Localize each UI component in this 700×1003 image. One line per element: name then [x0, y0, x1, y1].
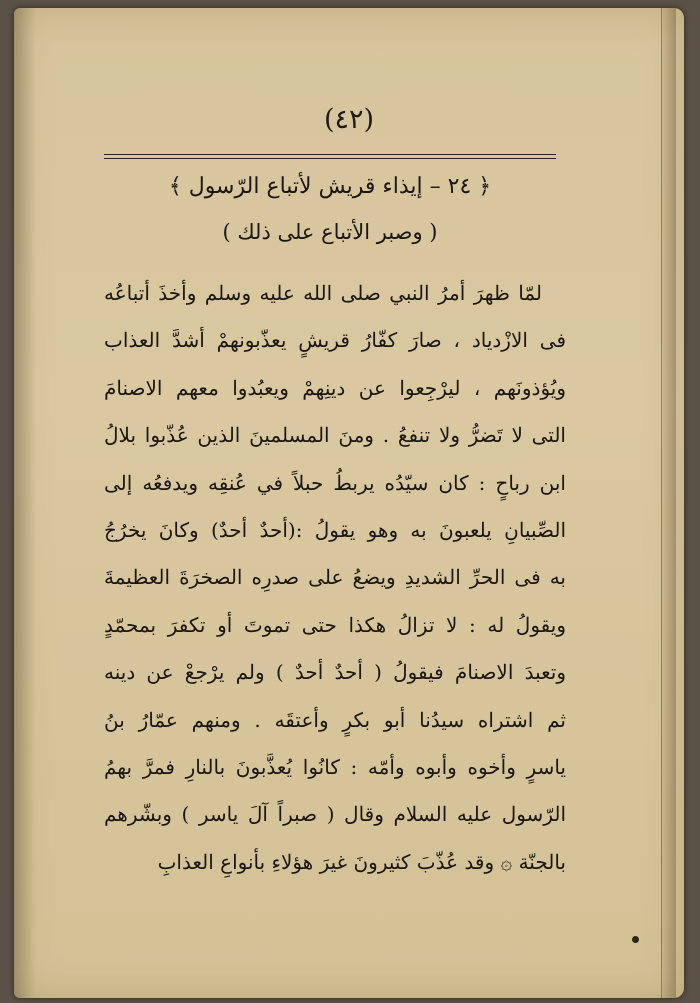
text-line: ياسرٍ وأخوه وأبوه وأمّه : كانُوا يُعذَّبونَ بالنارِ فمرَّ بهمُ: [104, 754, 566, 779]
page-edge: [661, 8, 676, 998]
text-line: ابن رباحٍ : كان سيّدُه يربطُ حبلاً في عُنقِه ويدفعُه إلى: [104, 470, 566, 495]
page-number: (٤٢): [323, 104, 375, 135]
page-fold-shadow: [14, 8, 36, 998]
text-line: الصِّبيانِ يلعبونَ به وهو يقولُ :(أحدٌ أحدٌ) وكانَ يخرُجُ: [104, 517, 566, 542]
body-text: [104, 270, 566, 886]
header-rule-bottom: [104, 158, 556, 159]
text-line: فى الازْدياد ، صارَ كفّارُ قريشٍ يعذّبونهمْ أشدَّ العذاب: [104, 328, 566, 353]
section-subheading: ( وصبر الأتباع على ذلك ): [222, 220, 438, 244]
text-line: لمّا ظهرَ أمرُ النبي صلى الله عليه وسلم وأخذَ أتباعُه: [104, 281, 542, 305]
text-line: ويقولُ له : لا تزالُ هكذا حتى تموتَ أو تكفرَ بمحمّدٍ: [104, 612, 566, 637]
section-heading: ﴿ ٢٤ – إيذاء قريش لأتباع الرّسول ﴾: [168, 174, 492, 199]
text-line: ثم اشتراه سيدُنا أبو بكرٍ وأعتقَه . ومنهم عمّارُ بنُ: [104, 707, 566, 732]
text-line: وتعبدَ الاصنامَ فيقولُ ( أحدٌ أحدٌ ) ولم يرْجعْ عن دينه: [104, 660, 566, 685]
text-line: الرّسول عليه السلام وقال ( صبراً آلَ ياسر ) وبشّرهم: [104, 802, 566, 827]
book-page: [14, 8, 684, 998]
text-line: بالجنّة ۞ وقد عُذّبَ كثيرونَ غيرَ هؤلاءِ بأنواعِ العذابِ: [157, 849, 566, 874]
text-line: ويُؤذونَهم ، ليرْجِعوا عن دينِهمْ ويعبُدوا معهم الاصنامَ: [104, 375, 566, 400]
text-line: به فى الحرِّ الشديدِ ويضعُ على صدرِه الصخرَةَ العظيمةَ: [104, 565, 566, 590]
ink-dot: [632, 936, 639, 943]
text-line: التى لا تَضرُّ ولا تنفعُ . ومنَ المسلمينَ الذين عُذّبوا بلالُ: [104, 423, 566, 448]
header-rule-top: [104, 154, 556, 155]
